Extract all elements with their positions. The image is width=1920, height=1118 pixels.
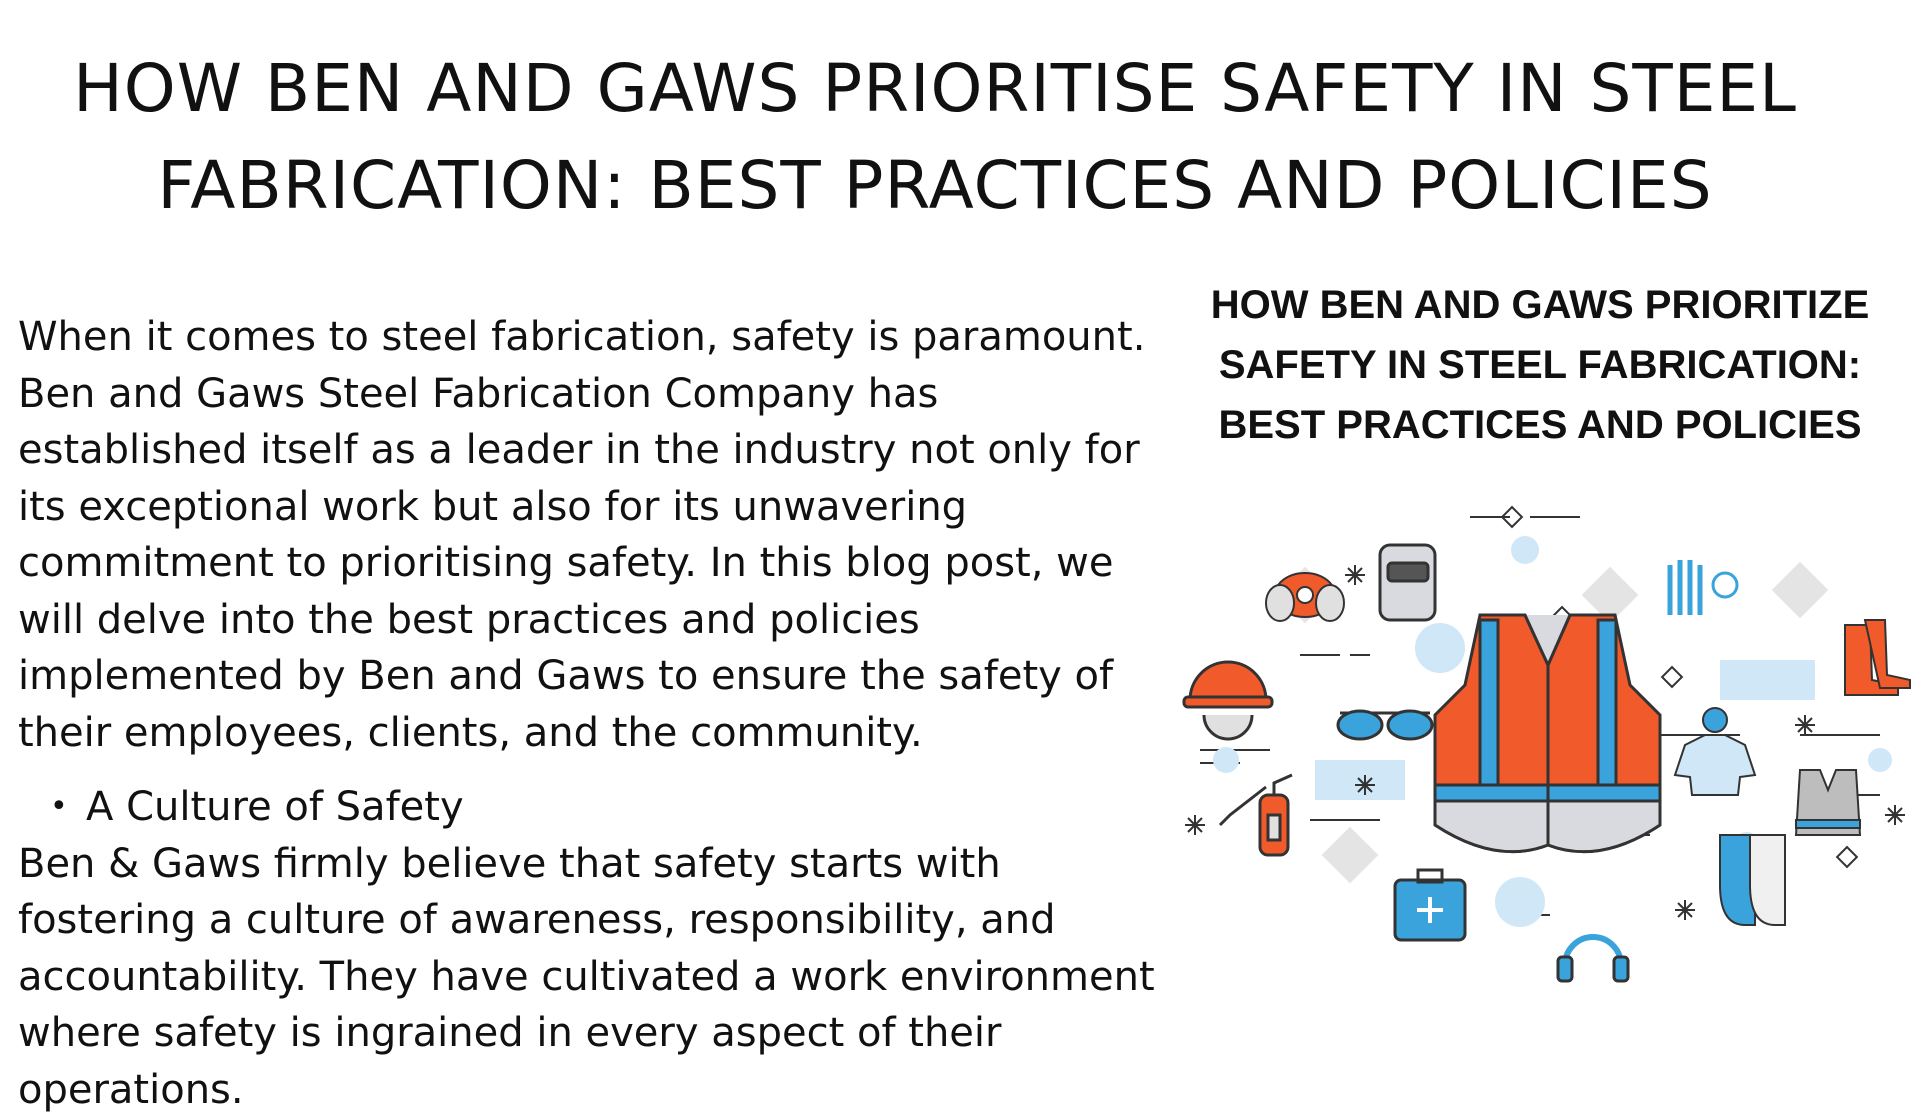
featured-graphic bbox=[1180, 275, 1920, 995]
page-title-line-1: HOW BEN AND GAWS PRIORITISE SAFETY IN STEEL bbox=[73, 50, 1797, 127]
culture-paragraph: Ben & Gaws firmly believe that safety starts with fostering a culture of awareness, responsibility, and accountability. They have cultivated a work environment where safety is ingrained in every aspect of their operations. bbox=[18, 836, 1178, 1118]
ear-defenders-icon bbox=[1558, 937, 1628, 981]
boots-icon bbox=[1845, 620, 1910, 695]
graphic-title bbox=[1180, 275, 1900, 455]
intro-paragraph: When it comes to steel fabrication, safety is paramount. Ben and Gaws Steel Fabrication Company has established itself as a leader in the industry not only for its exceptional work but also for its unwavering commitment to prioritising safety. In this blog post, we will delve into the best practices and policies implemented by Ben and Gaws to ensure the safety of their employees, clients, and the community. bbox=[18, 309, 1178, 761]
graphic-title-line-1: HOW BEN AND GAWS PRIORITIZE bbox=[1211, 283, 1870, 327]
hard-hat-icon bbox=[1184, 662, 1272, 739]
article-body bbox=[18, 309, 1178, 1118]
hose-reel-icon bbox=[1670, 560, 1737, 615]
grey-vest-icon bbox=[1796, 770, 1860, 835]
page-title bbox=[0, 40, 1870, 234]
safety-glasses-icon bbox=[1338, 711, 1432, 739]
page-title-line-2: FABRICATION: BEST PRACTICES AND POLICIES bbox=[157, 147, 1712, 224]
graphic-title-line-3: BEST PRACTICES AND POLICIES bbox=[1218, 403, 1861, 447]
section-heading-culture: • A Culture of Safety bbox=[18, 779, 1178, 836]
fire-extinguisher-icon bbox=[1220, 775, 1292, 855]
welding-mask-icon bbox=[1380, 545, 1435, 620]
ppe-illustration bbox=[1180, 505, 1920, 985]
first-aid-kit-icon bbox=[1395, 870, 1465, 940]
uniform-icon bbox=[1675, 708, 1755, 795]
respirator-icon bbox=[1266, 573, 1344, 621]
section-list bbox=[18, 779, 1178, 836]
graphic-title-line-2: SAFETY IN STEEL FABRICATION: bbox=[1219, 343, 1861, 387]
gloves-icon bbox=[1720, 835, 1785, 925]
safety-vest-icon bbox=[1435, 615, 1660, 852]
